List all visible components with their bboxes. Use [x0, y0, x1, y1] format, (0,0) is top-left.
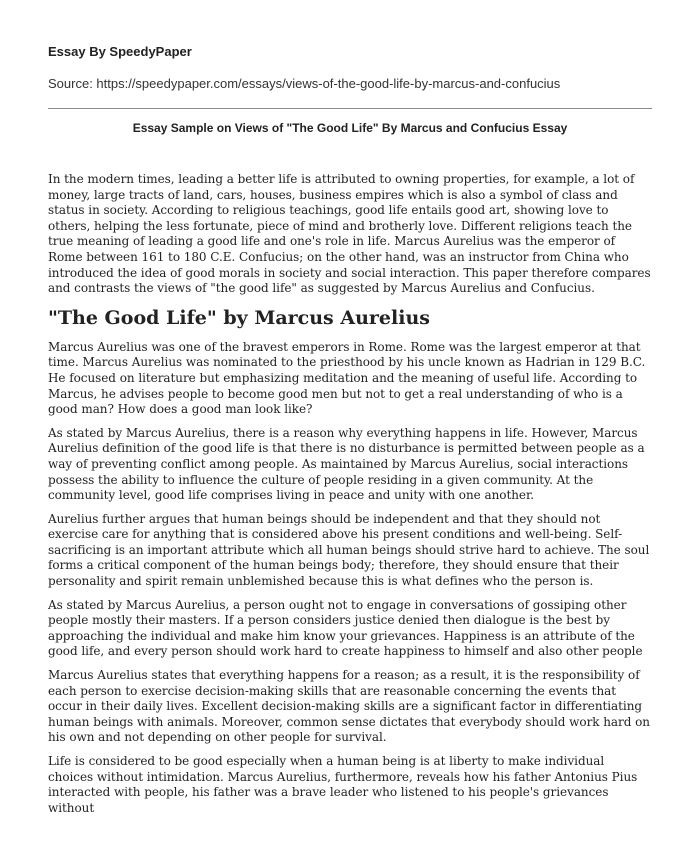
intro-paragraph: In the modern times, leading a better life is attributed to owning properties, for example, a lot of money, large tracts of land, cars, houses, business empires which is also a symbol of class and status in society. According to religious teachings, good life entails good art, showing love to others, helping the less fortunate, piece of mind and brotherly love. Different religions teach the true meaning of leading a good life and one's role in life. Marcus Aurelius was the emperor of Rome between 161 to 180 C.E. Confucius; on the other hand, was an instructor from China who introduced the idea of good morals in society and social interaction. This paper therefore compares and contrasts the views of "the good life" as suggested by Marcus Aurelius and Confucius.: [48, 172, 651, 296]
body-paragraph: As stated by Marcus Aurelius, there is a reason why everything happens in life. However, Marcus Aurelius definition of the good life is that there is no disturbance is permitted between people as a way of preventing conflict among people. As maintained by Marcus Aurelius, social interactions possess the ability to influence the culture of people residing in a given community. At the community level, good life comprises living in peace and unity with one another.: [48, 425, 645, 503]
source-line: Source: https://speedypaper.com/essays/views-of-the-good-life-by-marcus-and-confucius: [48, 76, 561, 91]
essay-body: [48, 172, 652, 824]
body-paragraph: Marcus Aurelius was one of the bravest emperors in Rome. Rome was the largest emperor at that time. Marcus Aurelius was nominated to the priesthood by his uncle known as Hadrian in 129 B.C. He focused on literature but emphasizing meditation and the meaning of useful life. According to Marcus, he advises people to become good men but not to get a real understanding of who is a good man? How does a good man look like?: [48, 339, 646, 417]
section-heading: "The Good Life" by Marcus Aurelius: [48, 306, 430, 329]
site-title: Essay By SpeedyPaper: [48, 44, 192, 59]
header-divider: [48, 108, 652, 109]
body-paragraph: As stated by Marcus Aurelius, a person ought not to engage in conversations of gossiping other people mostly their masters. If a person considers justice denied then dialogue is the best by approaching the individual and make him know your grievances. Happiness is an attribute of the good life, and every person should work hard to create happiness to himself and also other people: [48, 597, 643, 659]
body-paragraph: Life is considered to be good especially when a human being is at liberty to make individual choices without intimidation. Marcus Aurelius, furthermore, reveals how his father Antonius Pius interacted with people, his father was a brave leader who listened to his people's grievances without: [48, 754, 638, 815]
body-paragraph: Aurelius further argues that human beings should be independent and that they should not exercise care for anything that is considered above his present conditions and well-being. Self-sacrificing is an important attribute which all human beings should strive hard to achieve. The soul forms a critical component of the human beings body; therefore, they should ensure that their personality and spirit remain unblemished because this is what defines who the person is.: [48, 511, 650, 589]
essay-title: Essay Sample on Views of "The Good Life" By Marcus and Confucius Essay: [132, 121, 568, 135]
body-paragraph: Marcus Aurelius states that everything happens for a reason; as a result, it is the responsibility of each person to exercise decision-making skills that are reasonable concerning the events that occur in their daily lives. Excellent decision-making skills are a significant factor in differentiating human beings with animals. Moreover, common sense dictates that everybody should work hard on his own and not depending on other people for survival.: [48, 668, 650, 745]
